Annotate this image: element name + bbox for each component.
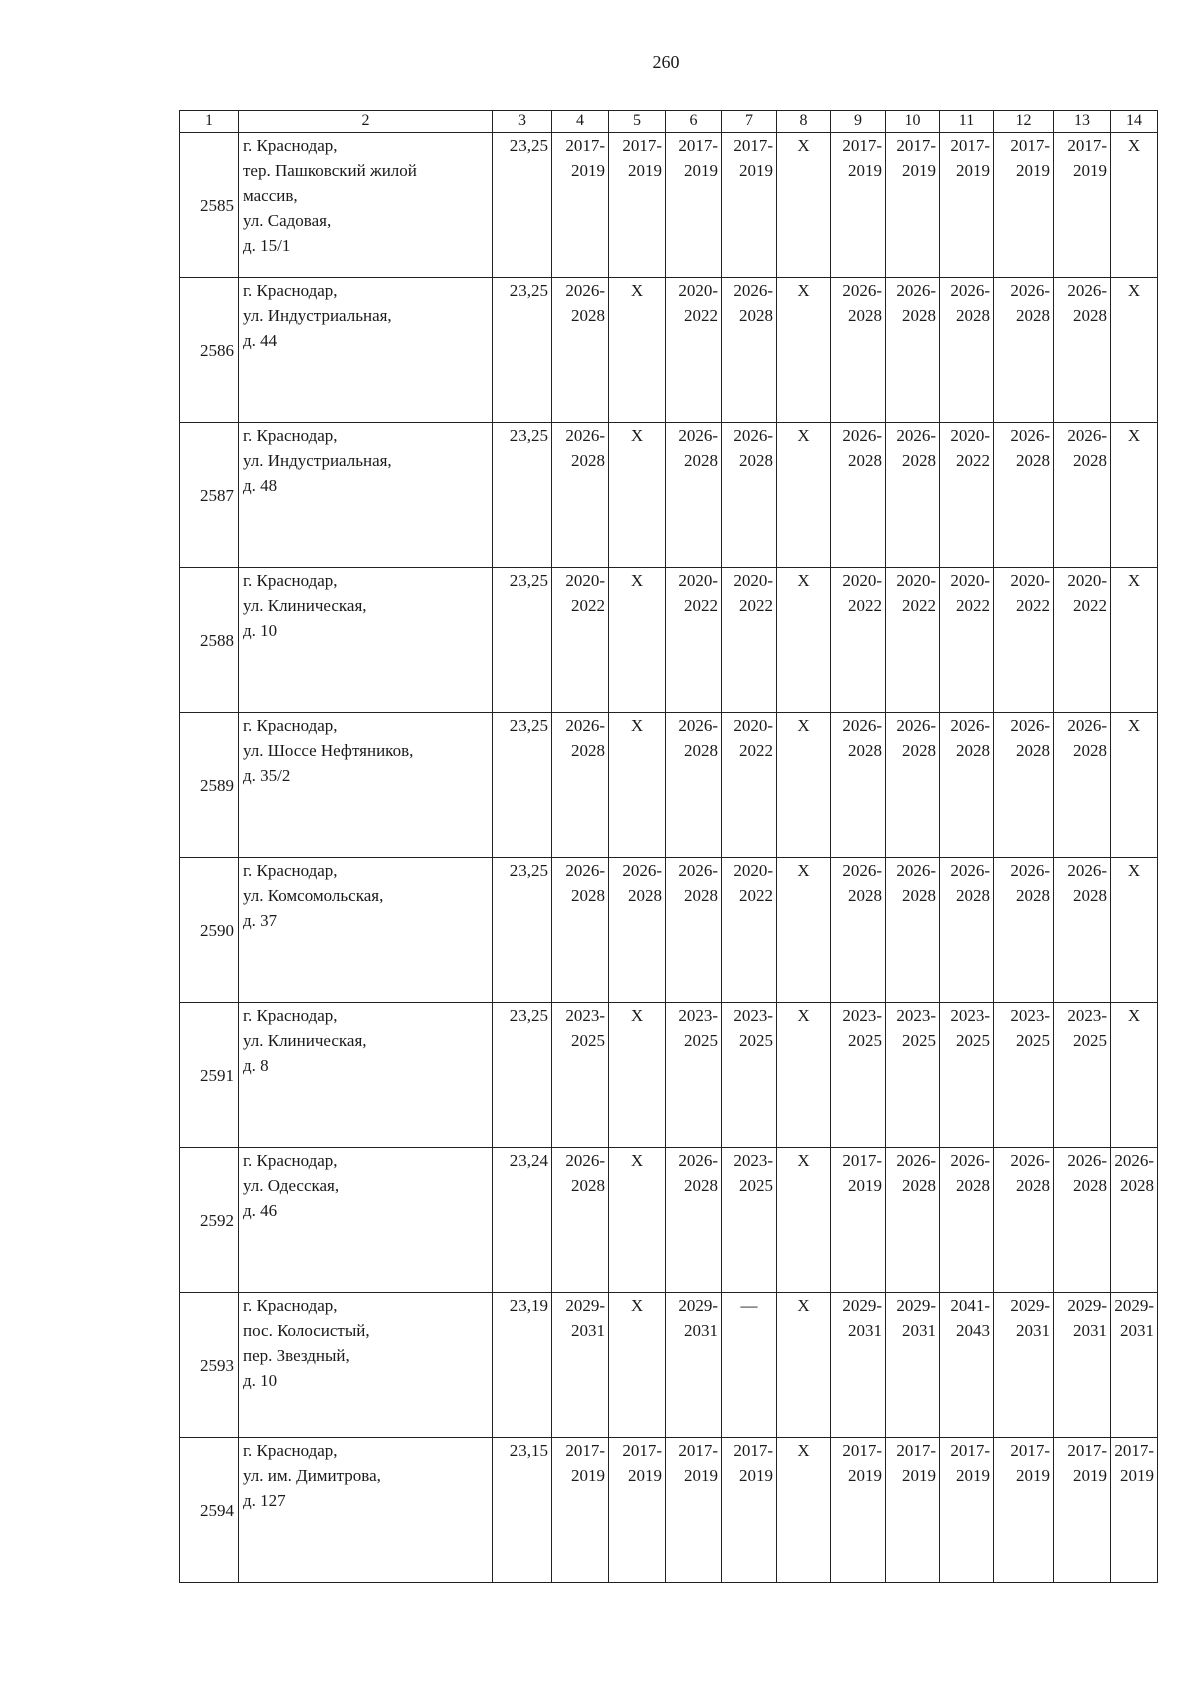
address-line: г. Краснодар, (243, 1151, 338, 1170)
period-cell: 2026- 2028 (831, 713, 886, 858)
address-line: ул. Комсомольская, (243, 886, 384, 905)
address-line: д. 37 (243, 911, 278, 930)
period-cell: 2020- 2022 (886, 568, 940, 713)
period-cell: 2026- 2028 (940, 713, 994, 858)
period-cell: 2026- 2028 (1054, 1148, 1111, 1293)
period-cell: 2017- 2019 (609, 1438, 666, 1583)
area-cell: 23,25 (493, 568, 552, 713)
period-cell: 2017- 2019 (831, 1438, 886, 1583)
period-cell: 2023- 2025 (886, 1003, 940, 1148)
period-cell: 2029- 2031 (831, 1293, 886, 1438)
period-cell: 2017- 2019 (609, 133, 666, 278)
period-cell: X (777, 133, 831, 278)
period-cell: 2017- 2019 (1054, 1438, 1111, 1583)
period-cell: 2020- 2022 (1054, 568, 1111, 713)
period-cell: — (722, 1293, 777, 1438)
address-line: ул. Садовая, (243, 211, 332, 230)
register-table (179, 110, 1158, 1583)
period-cell: X (777, 278, 831, 423)
period-cell: 2026- 2028 (722, 278, 777, 423)
area-cell: 23,25 (493, 858, 552, 1003)
column-header-11: 11 (940, 111, 994, 133)
period-cell: X (609, 1148, 666, 1293)
period-cell: 2017- 2019 (552, 133, 609, 278)
period-cell: 2029- 2031 (1111, 1293, 1158, 1438)
address-line: ул. Индустриальная, (243, 451, 392, 470)
period-cell: 2029- 2031 (552, 1293, 609, 1438)
address-line: ул. Одесская, (243, 1176, 340, 1195)
address-line: г. Краснодар, (243, 426, 338, 445)
period-cell: 2026- 2028 (552, 423, 609, 568)
period-cell: 2017- 2019 (994, 1438, 1054, 1583)
period-cell: 2026- 2028 (940, 858, 994, 1003)
address-cell (239, 1438, 493, 1583)
period-cell: 2023- 2025 (1054, 1003, 1111, 1148)
period-cell: 2026- 2028 (666, 1148, 722, 1293)
address-cell (239, 133, 493, 278)
address-cell (239, 278, 493, 423)
address-cell (239, 423, 493, 568)
column-header-5: 5 (609, 111, 666, 133)
period-cell: 2017- 2019 (552, 1438, 609, 1583)
period-cell: X (777, 423, 831, 568)
address-line: д. 48 (243, 476, 278, 495)
address-line: д. 10 (243, 621, 278, 640)
period-cell: 2026- 2028 (831, 858, 886, 1003)
period-cell: 2026- 2028 (666, 423, 722, 568)
period-cell: 2026- 2028 (552, 858, 609, 1003)
period-cell: X (777, 1148, 831, 1293)
period-cell: X (1111, 423, 1158, 568)
address-line: д. 8 (243, 1056, 269, 1075)
period-cell: X (609, 713, 666, 858)
period-cell: 2017- 2019 (994, 133, 1054, 278)
period-cell: 2026- 2028 (886, 713, 940, 858)
row-number: 2591 (180, 1003, 239, 1148)
address-cell (239, 1148, 493, 1293)
period-cell: 2026- 2028 (994, 713, 1054, 858)
address-line: ул. им. Димитрова, (243, 1466, 381, 1485)
header-row (180, 111, 1158, 133)
address-cell (239, 1003, 493, 1148)
period-cell: 2026- 2028 (552, 278, 609, 423)
address-line: г. Краснодар, (243, 136, 338, 155)
period-cell: 2020- 2022 (666, 278, 722, 423)
period-cell: 2017- 2019 (831, 133, 886, 278)
period-cell: 2020- 2022 (552, 568, 609, 713)
column-header-3: 3 (493, 111, 552, 133)
period-cell: 2017- 2019 (666, 133, 722, 278)
period-cell: 2029- 2031 (1054, 1293, 1111, 1438)
period-cell: 2017- 2019 (886, 1438, 940, 1583)
address-line: г. Краснодар, (243, 1441, 338, 1460)
address-line: г. Краснодар, (243, 716, 338, 735)
table-row (180, 423, 1158, 568)
address-line: пос. Колосистый, (243, 1321, 370, 1340)
page-number: 260 (652, 52, 680, 72)
period-cell: 2026- 2028 (1111, 1148, 1158, 1293)
period-cell: 2020- 2022 (940, 568, 994, 713)
period-cell: 2023- 2025 (552, 1003, 609, 1148)
address-line: г. Краснодар, (243, 1296, 338, 1315)
row-number: 2594 (180, 1438, 239, 1583)
period-cell: 2020- 2022 (940, 423, 994, 568)
period-cell: X (1111, 568, 1158, 713)
column-header-4: 4 (552, 111, 609, 133)
table-body (180, 133, 1158, 1583)
period-cell: X (777, 1003, 831, 1148)
period-cell: 2020- 2022 (722, 858, 777, 1003)
table-row (180, 1148, 1158, 1293)
row-number: 2585 (180, 133, 239, 278)
table-row (180, 713, 1158, 858)
period-cell: 2026- 2028 (1054, 278, 1111, 423)
period-cell: 2026- 2028 (886, 858, 940, 1003)
period-cell: X (777, 1293, 831, 1438)
column-header-14: 14 (1111, 111, 1158, 133)
row-number: 2586 (180, 278, 239, 423)
period-cell: 2023- 2025 (722, 1003, 777, 1148)
address-line: ул. Шоссе Нефтяников, (243, 741, 414, 760)
column-header-2: 2 (239, 111, 493, 133)
address-line: д. 10 (243, 1371, 278, 1390)
period-cell: 2026- 2028 (940, 278, 994, 423)
period-cell: 2017- 2019 (940, 133, 994, 278)
period-cell: 2026- 2028 (994, 1148, 1054, 1293)
period-cell: X (609, 1293, 666, 1438)
period-cell: X (1111, 713, 1158, 858)
address-cell (239, 713, 493, 858)
period-cell: X (609, 568, 666, 713)
table-row (180, 1003, 1158, 1148)
period-cell: 2026- 2028 (831, 278, 886, 423)
address-line: массив, (243, 186, 298, 205)
period-cell: 2017- 2019 (940, 1438, 994, 1583)
address-cell (239, 1293, 493, 1438)
period-cell: 2026- 2028 (886, 1148, 940, 1293)
address-line: д. 44 (243, 331, 278, 350)
period-cell: 2017- 2019 (722, 133, 777, 278)
area-cell: 23,25 (493, 423, 552, 568)
area-cell: 23,24 (493, 1148, 552, 1293)
period-cell: 2026- 2028 (722, 423, 777, 568)
period-cell: X (1111, 133, 1158, 278)
address-line: д. 15/1 (243, 236, 291, 255)
period-cell: 2026- 2028 (609, 858, 666, 1003)
period-cell: 2017- 2019 (1111, 1438, 1158, 1583)
row-number: 2593 (180, 1293, 239, 1438)
column-header-6: 6 (666, 111, 722, 133)
table-row (180, 568, 1158, 713)
period-cell: 2029- 2031 (994, 1293, 1054, 1438)
area-cell: 23,19 (493, 1293, 552, 1438)
period-cell: 2017- 2019 (1054, 133, 1111, 278)
period-cell: 2026- 2028 (831, 423, 886, 568)
address-line: г. Краснодар, (243, 281, 338, 300)
period-cell: 2023- 2025 (666, 1003, 722, 1148)
period-cell: 2026- 2028 (940, 1148, 994, 1293)
period-cell: 2026- 2028 (886, 278, 940, 423)
address-cell (239, 568, 493, 713)
period-cell: X (609, 423, 666, 568)
period-cell: 2017- 2019 (666, 1438, 722, 1583)
column-header-12: 12 (994, 111, 1054, 133)
period-cell: 2023- 2025 (831, 1003, 886, 1148)
period-cell: 2029- 2031 (886, 1293, 940, 1438)
area-cell: 23,25 (493, 278, 552, 423)
period-cell: 2026- 2028 (1054, 713, 1111, 858)
address-line: пер. Звездный, (243, 1346, 350, 1365)
period-cell: X (1111, 278, 1158, 423)
period-cell: 2017- 2019 (722, 1438, 777, 1583)
period-cell: 2020- 2022 (722, 568, 777, 713)
area-cell: 23,25 (493, 133, 552, 278)
period-cell: 2020- 2022 (722, 713, 777, 858)
period-cell: X (777, 713, 831, 858)
period-cell: X (609, 1003, 666, 1148)
period-cell: X (1111, 1003, 1158, 1148)
period-cell: 2023- 2025 (940, 1003, 994, 1148)
period-cell: 2017- 2019 (886, 133, 940, 278)
period-cell: 2023- 2025 (994, 1003, 1054, 1148)
address-line: г. Краснодар, (243, 571, 338, 590)
column-header-13: 13 (1054, 111, 1111, 133)
period-cell: X (777, 568, 831, 713)
area-cell: 23,25 (493, 713, 552, 858)
area-cell: 23,25 (493, 1003, 552, 1148)
address-line: д. 127 (243, 1491, 286, 1510)
period-cell: 2020- 2022 (666, 568, 722, 713)
address-line: г. Краснодар, (243, 861, 338, 880)
period-cell: 2026- 2028 (994, 278, 1054, 423)
period-cell: 2026- 2028 (552, 713, 609, 858)
area-cell: 23,15 (493, 1438, 552, 1583)
row-number: 2588 (180, 568, 239, 713)
period-cell: 2026- 2028 (994, 423, 1054, 568)
period-cell: 2026- 2028 (1054, 858, 1111, 1003)
row-number: 2592 (180, 1148, 239, 1293)
address-line: ул. Индустриальная, (243, 306, 392, 325)
period-cell: X (777, 1438, 831, 1583)
row-number: 2590 (180, 858, 239, 1003)
period-cell: 2029- 2031 (666, 1293, 722, 1438)
period-cell: 2023- 2025 (722, 1148, 777, 1293)
column-header-10: 10 (886, 111, 940, 133)
address-line: ул. Клиническая, (243, 596, 367, 615)
table-row (180, 133, 1158, 278)
column-header-1: 1 (180, 111, 239, 133)
row-number: 2589 (180, 713, 239, 858)
column-header-9: 9 (831, 111, 886, 133)
address-line: г. Краснодар, (243, 1006, 338, 1025)
period-cell: 2017- 2019 (831, 1148, 886, 1293)
period-cell: 2026- 2028 (666, 858, 722, 1003)
table-row (180, 278, 1158, 423)
period-cell: 2026- 2028 (1054, 423, 1111, 568)
address-line: ул. Клиническая, (243, 1031, 367, 1050)
period-cell: 2041- 2043 (940, 1293, 994, 1438)
table-row (180, 1438, 1158, 1583)
address-line: тер. Пашковский жилой (243, 161, 417, 180)
column-header-7: 7 (722, 111, 777, 133)
period-cell: 2020- 2022 (994, 568, 1054, 713)
row-number: 2587 (180, 423, 239, 568)
period-cell: X (1111, 858, 1158, 1003)
period-cell: 2026- 2028 (994, 858, 1054, 1003)
address-cell (239, 858, 493, 1003)
period-cell: 2026- 2028 (552, 1148, 609, 1293)
period-cell: 2020- 2022 (831, 568, 886, 713)
address-line: д. 46 (243, 1201, 278, 1220)
table-row (180, 1293, 1158, 1438)
period-cell: X (777, 858, 831, 1003)
period-cell: 2026- 2028 (886, 423, 940, 568)
address-line: д. 35/2 (243, 766, 291, 785)
period-cell: X (609, 278, 666, 423)
period-cell: 2026- 2028 (666, 713, 722, 858)
column-header-8: 8 (777, 111, 831, 133)
table-row (180, 858, 1158, 1003)
